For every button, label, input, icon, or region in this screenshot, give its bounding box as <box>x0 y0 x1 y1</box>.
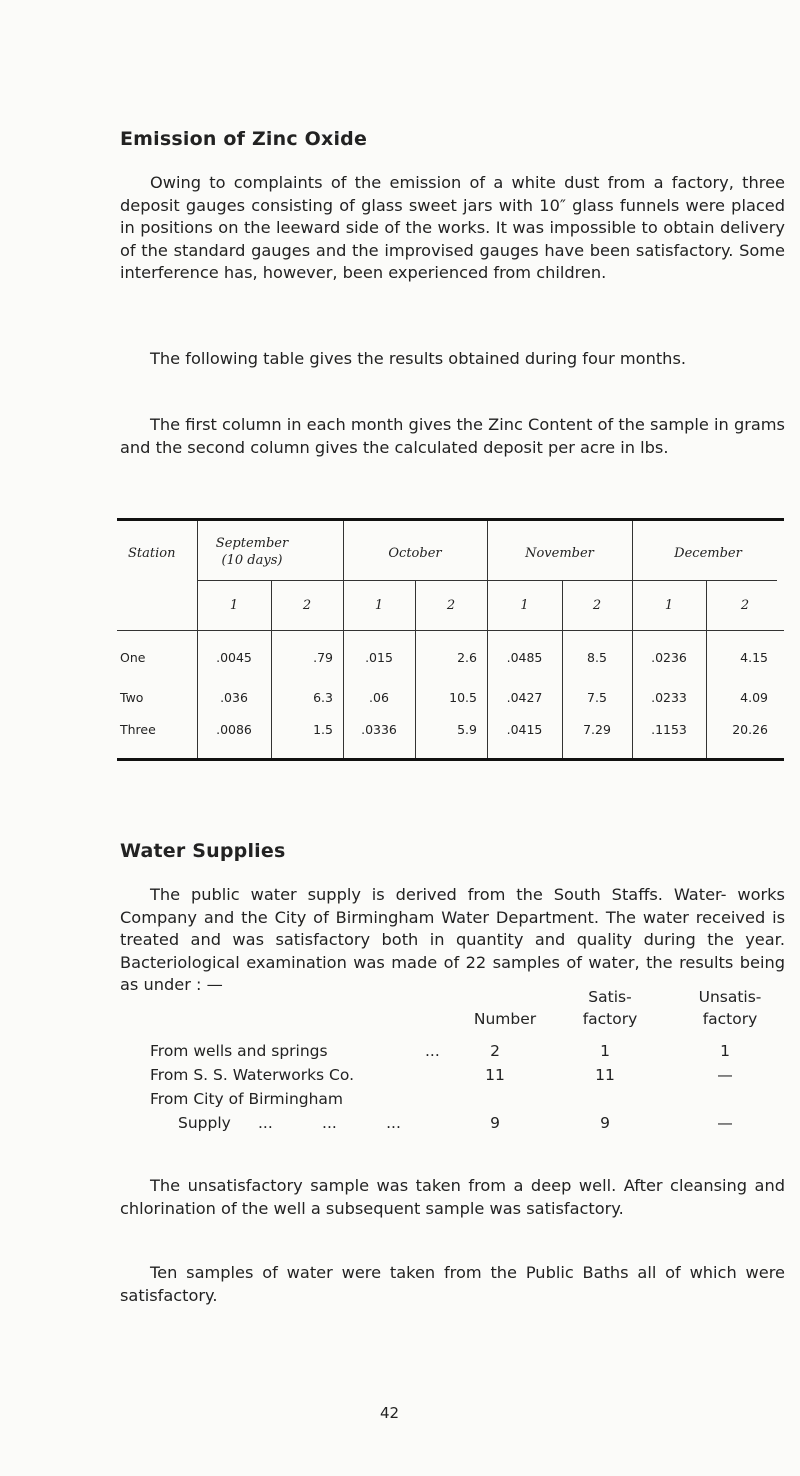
subcol-header: 1 <box>229 598 239 613</box>
value-cell: .0233 <box>651 690 687 705</box>
value-cell: .0485 <box>506 650 543 665</box>
number-cell: 9 <box>490 1114 500 1132</box>
satisfactory-cell: 9 <box>600 1114 610 1132</box>
dot-leader: ... ... ... <box>258 1114 401 1132</box>
value-cell: .06 <box>369 690 389 705</box>
water-paragraph-1: The public water supply is derived from the South Staffs. Water- works Company and the City of Birmingham Water Department. The water received is treated and was satisfactory both in quantity and quality during the year. Bacteriological examination was made of 22 samples of water, the results being as under : — <box>120 885 785 994</box>
table-header-rule <box>197 580 777 581</box>
station-header: Station <box>128 546 176 561</box>
zinc-paragraph-1: Owing to complaints of the emission of a white dust from a factory, three deposit gauges consisting of glass sweet jars with 10″ glass funnels were placed in positions on the leeward side of the works. It was impossible to obtain delivery of the standard gauges and the improvised gauges have been satisfactory. Some interference has, however, been experienced from children. <box>120 173 785 282</box>
water-paragraph-2: The unsatisfactory sample was taken from a deep well. After cleansing and chlorination of the well a subsequent sample was satisfactory. <box>120 1176 785 1218</box>
unsatisfactory-cell: — <box>717 1114 733 1132</box>
col-header-unsatisfactory: Unsatis- <box>698 988 762 1006</box>
month-header-november: November <box>525 546 594 561</box>
value-cell: 4.09 <box>740 690 768 705</box>
page-number: 42 <box>380 1404 400 1422</box>
value-cell: 7.5 <box>587 690 607 705</box>
water-heading: Water Supplies <box>120 840 286 862</box>
station-cell: Three <box>120 722 156 737</box>
value-cell: 2.6 <box>457 650 477 665</box>
unsatisfactory-cell: — <box>717 1066 733 1084</box>
value-cell: .0336 <box>361 722 397 737</box>
station-cell: Two <box>120 690 144 705</box>
subcol-header: 1 <box>664 598 674 613</box>
zinc-heading: Emission of Zinc Oxide <box>120 128 368 150</box>
subcol-header: 2 <box>592 598 602 613</box>
row-label: From City of Birmingham <box>150 1090 344 1108</box>
number-cell: 2 <box>490 1042 500 1060</box>
value-cell: .015 <box>365 650 393 665</box>
subcol-header: 2 <box>446 598 456 613</box>
value-cell: .79 <box>313 650 333 665</box>
value-cell: .0236 <box>651 650 687 665</box>
zinc-paragraph-2: The following table gives the results obtained during four months. <box>150 349 687 368</box>
table-bottom-rule <box>117 758 784 761</box>
september-days-note: (10 days) <box>221 553 283 568</box>
table-header-rule <box>117 630 784 631</box>
value-cell: .0415 <box>506 722 543 737</box>
subcol-header: 2 <box>302 598 312 613</box>
value-cell: .0427 <box>506 690 543 705</box>
water-paragraph-3: Ten samples of water were taken from the Public Baths all of which were satisfactory. <box>120 1263 785 1305</box>
value-cell: 8.5 <box>587 650 607 665</box>
value-cell: 10.5 <box>449 690 477 705</box>
value-cell: 5.9 <box>457 722 477 737</box>
subcol-header: 2 <box>740 598 750 613</box>
subcol-header: 1 <box>520 598 529 613</box>
value-cell: 1.5 <box>313 722 333 737</box>
value-cell: 6.3 <box>313 690 333 705</box>
number-cell: 11 <box>485 1066 505 1084</box>
zinc-paragraph-3: The first column in each month gives the Zinc Content of the sample in grams and the second column gives the calculated deposit per acre in lbs. <box>120 415 785 457</box>
satisfactory-cell: 1 <box>600 1042 610 1060</box>
month-header-september: September <box>215 536 289 551</box>
value-cell: 7.29 <box>583 722 611 737</box>
month-header-october: October <box>388 546 442 561</box>
month-header-december: December <box>674 546 742 561</box>
value-cell: .0086 <box>216 722 252 737</box>
station-cell: One <box>120 650 146 665</box>
col-header-unsatisfactory: factory <box>702 1010 758 1028</box>
col-header-number: Number <box>473 1010 537 1028</box>
dot-leader: ... <box>425 1042 440 1060</box>
row-label-continued: Supply <box>178 1114 231 1132</box>
subcol-header: 1 <box>374 598 384 613</box>
row-label: From wells and springs <box>150 1042 328 1060</box>
satisfactory-cell: 11 <box>595 1066 615 1084</box>
table-top-rule <box>117 518 784 521</box>
value-cell: 20.26 <box>732 722 768 737</box>
row-label: From S. S. Waterworks Co. <box>150 1066 355 1084</box>
value-cell: .1153 <box>651 722 687 737</box>
unsatisfactory-cell: 1 <box>720 1042 730 1060</box>
value-cell: .0045 <box>216 650 252 665</box>
col-header-satisfactory: Satis- <box>588 988 632 1006</box>
col-header-satisfactory: factory <box>582 1010 638 1028</box>
value-cell: .036 <box>220 690 248 705</box>
value-cell: 4.15 <box>740 650 768 665</box>
